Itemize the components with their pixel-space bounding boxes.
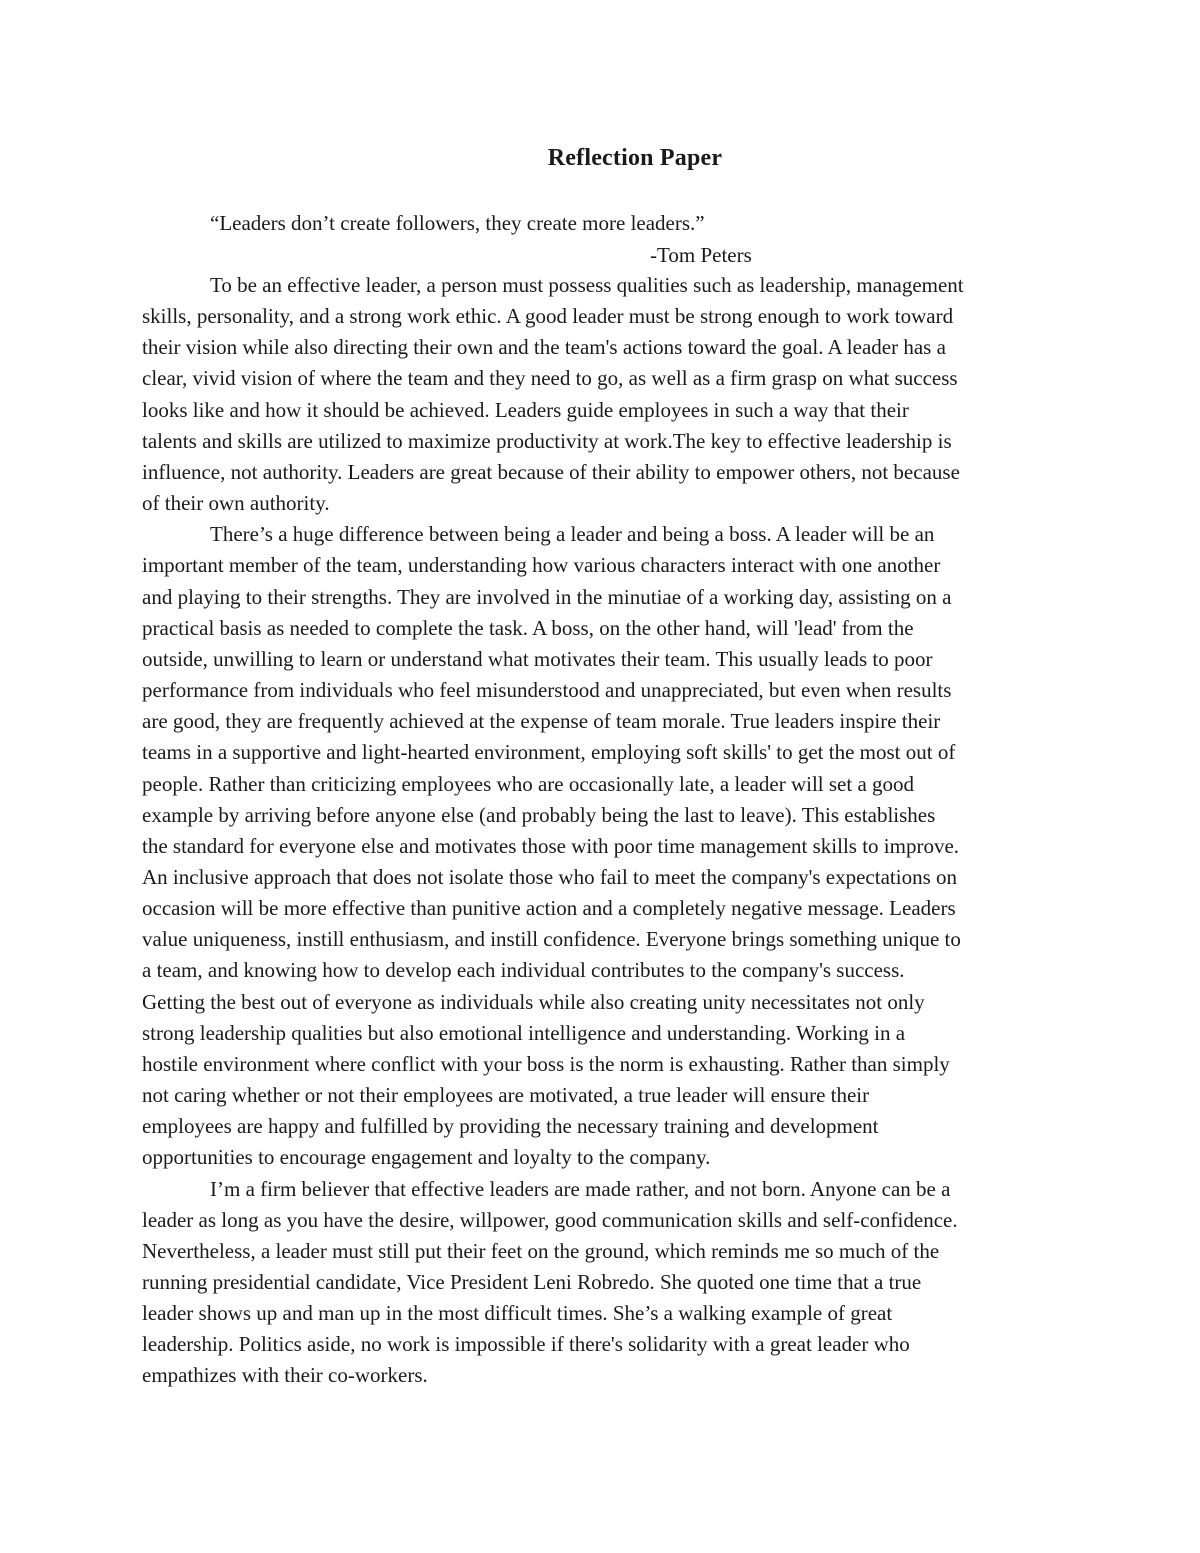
paragraph-line: are good, they are frequently achieved at the expense of team morale. True leaders inspire their — [142, 709, 941, 734]
paragraph — [142, 519, 1062, 1173]
body-text — [142, 270, 1062, 1392]
paragraph-line: practical basis as needed to complete the task. A boss, on the other hand, will 'lead' from the — [142, 615, 914, 640]
paragraph-line: not caring whether or not their employees are motivated, a true leader will ensure their — [142, 1083, 870, 1108]
paragraph-line: hostile environment where conflict with your boss is the norm is exhausting. Rather than simply — [142, 1051, 950, 1076]
epigraph-quote: “Leaders don’t create followers, they create more leaders.” — [210, 211, 705, 235]
paragraph-line: leader as long as you have the desire, willpower, good communication skills and self-confidence. — [142, 1207, 958, 1232]
paragraph-line: employees are happy and fulfilled by providing the necessary training and development — [142, 1114, 879, 1139]
paragraph-line: empathizes with their co-workers. — [142, 1363, 428, 1388]
paragraph-line: teams in a supportive and light-hearted environment, employing soft skills' to get the most out of — [142, 740, 956, 765]
paragraph-line: To be an effective leader, a person must possess qualities such as leadership, management — [210, 273, 964, 297]
paragraph-line: looks like and how it should be achieved. Leaders guide employees in such a way that their — [142, 397, 909, 422]
paragraph-line: outside, unwilling to learn or understand what motivates their team. This usually leads to poor — [142, 646, 933, 671]
paragraph-line: strong leadership qualities but also emotional intelligence and understanding. Working in a — [142, 1020, 906, 1045]
paragraph-line: and playing to their strengths. They are involved in the minutiae of a working day, assisting on a — [142, 584, 952, 609]
paragraph-line: of their own authority. — [142, 491, 330, 516]
paragraph-line: important member of the team, understanding how various characters interact with one another — [142, 553, 941, 578]
paragraph-line: talents and skills are utilized to maximize productivity at work.The key to effective leadership is — [142, 428, 952, 453]
paragraph — [142, 1174, 1062, 1392]
epigraph-attribution: -Tom Peters — [650, 243, 752, 267]
paragraph-line: example by arriving before anyone else (and probably being the last to leave). This establishes — [142, 802, 936, 827]
paragraph-line: I’m a firm believer that effective leaders are made rather, and not born. Anyone can be a — [210, 1176, 951, 1201]
paragraph — [142, 270, 1062, 519]
paragraph-line: performance from individuals who feel misunderstood and unappreciated, but even when results — [142, 678, 952, 703]
paragraph-line: running presidential candidate, Vice President Leni Robredo. She quoted one time that a true — [142, 1270, 922, 1294]
paragraph-line: There’s a huge difference between being a leader and being a boss. A leader will be an — [210, 522, 935, 547]
paragraph-line: the standard for everyone else and motivates those with poor time management skills to improve. — [142, 833, 960, 858]
paragraph-line: people. Rather than criticizing employees who are occasionally late, a leader will set a good — [142, 771, 915, 796]
paragraph-line: opportunities to encourage engagement and loyalty to the company. — [142, 1145, 711, 1170]
paragraph-line: clear, vivid vision of where the team and they need to go, as well as a firm grasp on what success — [142, 366, 958, 391]
paragraph-line: skills, personality, and a strong work ethic. A good leader must be strong enough to work toward — [142, 304, 954, 329]
paragraph-line: An inclusive approach that does not isolate those who fail to meet the company's expectations on — [142, 864, 957, 889]
paragraph-line: Nevertheless, a leader must still put their feet on the ground, which reminds me so much of the — [142, 1238, 940, 1263]
paragraph-line: a team, and knowing how to develop each individual contributes to the company's success. — [142, 958, 905, 983]
paragraph-line: Getting the best out of everyone as individuals while also creating unity necessitates not only — [142, 989, 925, 1014]
page-title: Reflection Paper — [547, 145, 723, 171]
paragraph-line: value uniqueness, instill enthusiasm, and instill confidence. Everyone brings something unique to — [142, 927, 961, 952]
paragraph-line: occasion will be more effective than punitive action and a completely negative message. Leaders — [142, 896, 956, 921]
paragraph-line: leader shows up and man up in the most difficult times. She’s a walking example of great — [142, 1301, 893, 1326]
paragraph-line: their vision while also directing their own and the team's actions toward the goal. A leader has a — [142, 335, 946, 360]
paragraph-line: influence, not authority. Leaders are great because of their ability to empower others, not because — [142, 459, 960, 484]
paragraph-line: leadership. Politics aside, no work is impossible if there's solidarity with a great leader who — [142, 1332, 910, 1357]
